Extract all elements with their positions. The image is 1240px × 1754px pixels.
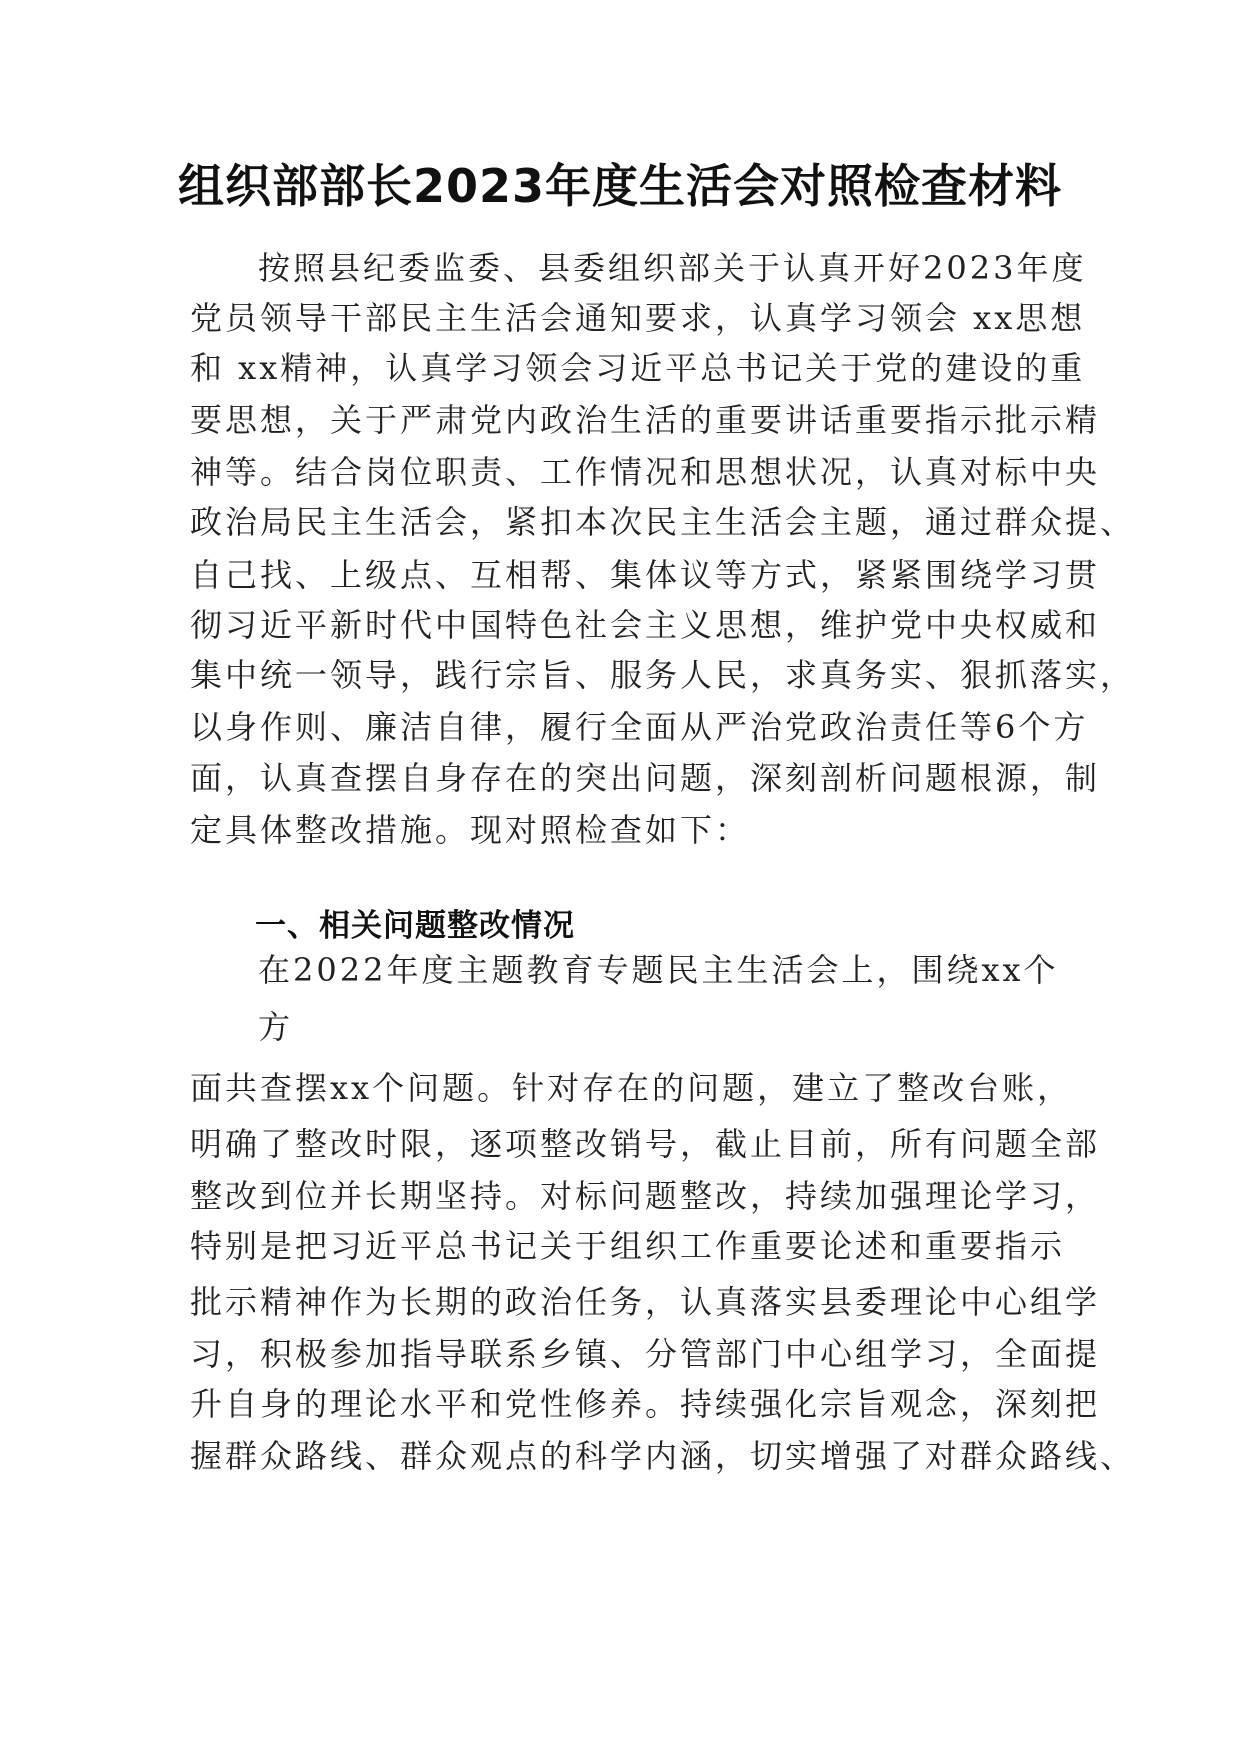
section-line-9: 升自身的理论水平和党性修养。持续强化宗旨观念，深刻把 <box>190 1385 1101 1423</box>
intro-line-8: 彻习近平新时代中国特色社会主义思想，维护党中央权威和 <box>190 606 1101 644</box>
intro-line-11: 面，认真查摆自身存在的突出问题，深刻剖析问题根源，制 <box>190 759 1101 797</box>
section-line-6: 特别是把习近平总书记关于组织工作重要论述和重要指示 <box>190 1227 1066 1265</box>
intro-line-1: 按照县纪委监委、县委组织部关于认真开好2023年度 <box>258 249 1087 287</box>
section-line-10: 握群众路线、群众观点的科学内涵，切实增强了对群众路线、 <box>190 1437 1136 1475</box>
intro-line-6: 政治局民主生活会，紧扣本次民主生活会主题，通过群众提、 <box>190 503 1136 541</box>
section-line-3: 面共查摆xx个问题。针对存在的问题，建立了整改台账， <box>190 1069 1073 1107</box>
section-line-8: 习，积极参加指导联系乡镇、分管部门中心组学习，全面提 <box>190 1335 1101 1373</box>
document-title: 组织部部长2023年度生活会对照检查材料 <box>177 159 1063 213</box>
section-line-5: 整改到位并长期坚持。对标问题整改，持续加强理论学习， <box>190 1177 1101 1215</box>
intro-line-2: 党员领导干部民主生活会通知要求，认真学习领会 xx思想 <box>190 299 1086 337</box>
intro-line-3: 和 xx精神，认真学习领会习近平总书记关于党的建设的重 <box>190 349 1086 387</box>
section-line-1: 在2022年度主题教育专题民主生活会上，围绕xx个 <box>258 951 1059 989</box>
section-line-4: 明确了整改时限，逐项整改销号，截止目前，所有问题全部 <box>190 1125 1101 1163</box>
section-heading: 一、相关问题整改情况 <box>255 908 575 944</box>
intro-line-4: 要思想，关于严肃党内政治生活的重要讲话重要指示批示精 <box>190 401 1101 439</box>
intro-line-12: 定具体整改措施。现对照检查如下： <box>190 811 751 849</box>
intro-line-5: 神等。结合岗位职责、工作情况和思想状况，认真对标中央 <box>190 453 1101 491</box>
intro-line-10: 以身作则、廉洁自律，履行全面从严治党政治责任等6个方 <box>190 708 1089 746</box>
section-line-2: 方 <box>258 1008 294 1046</box>
intro-line-9: 集中统一领导，践行宗旨、服务人民，求真务实、狠抓落实， <box>190 656 1136 694</box>
section-line-7: 批示精神作为长期的政治任务，认真落实县委理论中心组学 <box>190 1283 1101 1321</box>
intro-line-7: 自己找、上级点、互相帮、集体议等方式，紧紧围绕学习贯 <box>190 556 1101 594</box>
